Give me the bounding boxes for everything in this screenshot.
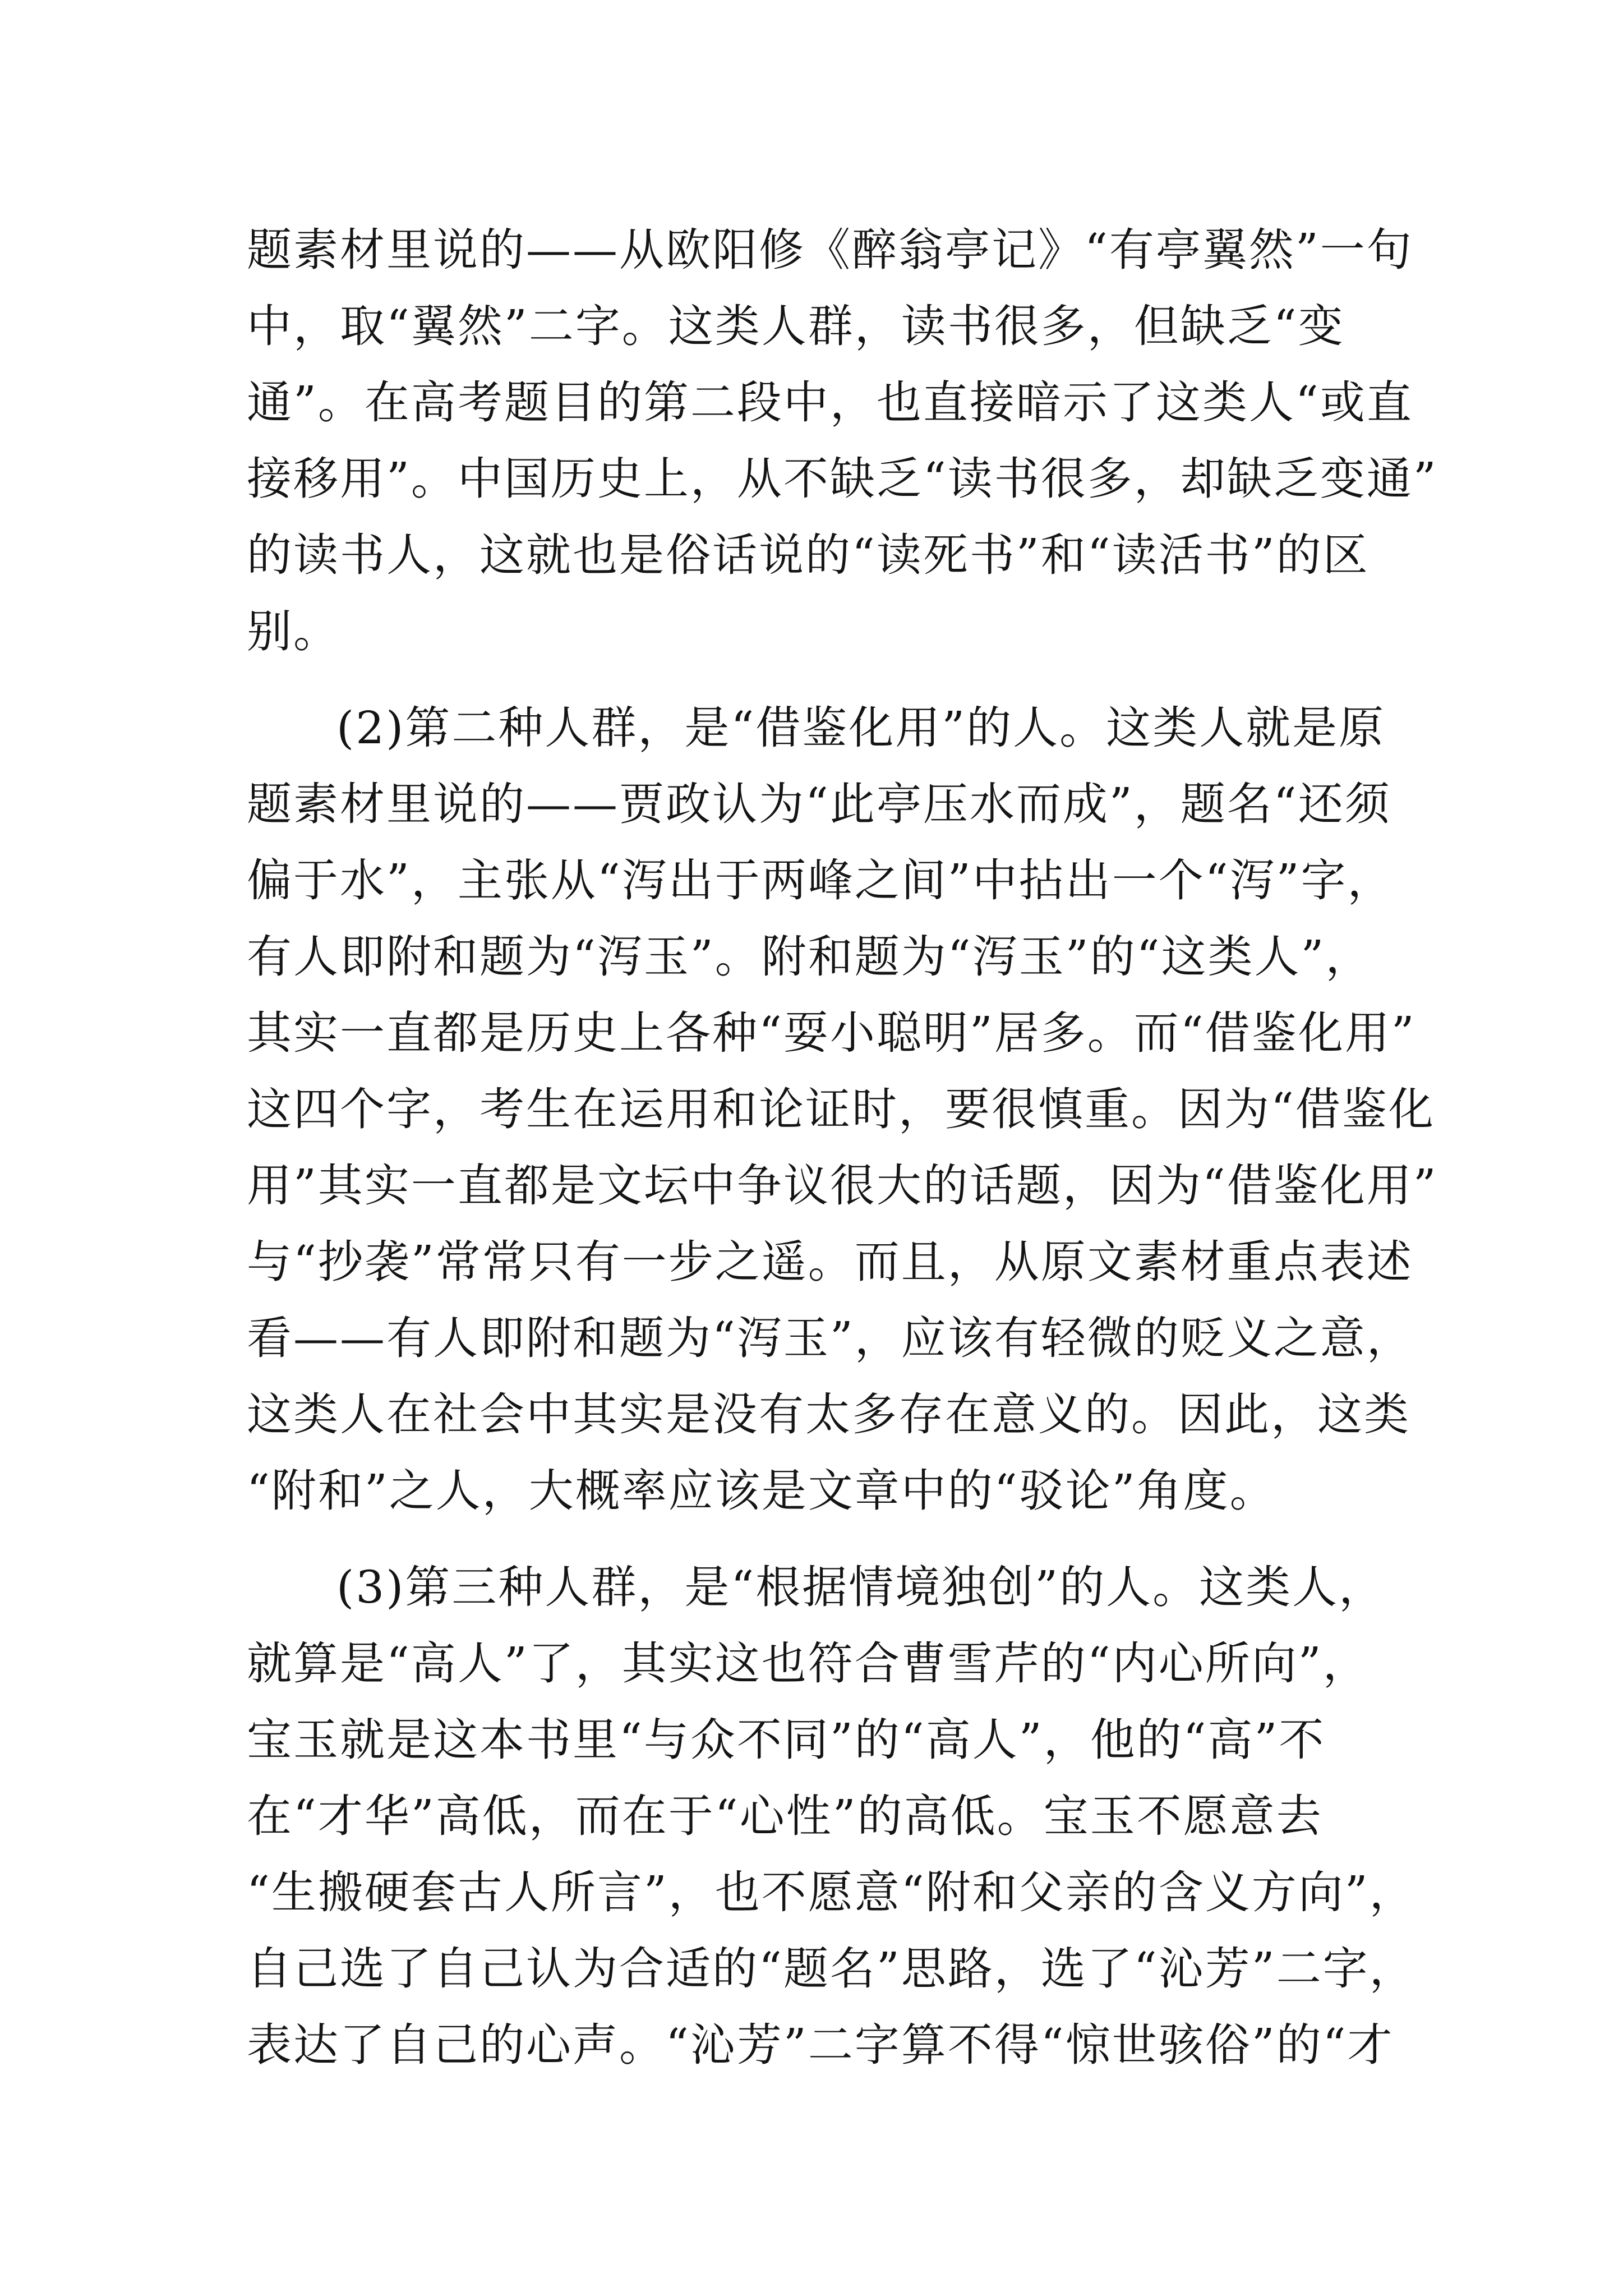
text-line: 看——有人即附和题为“泻玉”，应该有轻微的贬义之意， bbox=[247, 1312, 1413, 1364]
text-line: 其实一直都是历史上各种“耍小聪明”居多。而“借鉴化用” bbox=[247, 1007, 1416, 1059]
text-line: “生搬硬套古人所言”，也不愿意“附和父亲的含义方向”， bbox=[247, 1866, 1416, 1918]
paragraph-3-first-line: (3)第三种人群，是“根据情境独创”的人。这类人， bbox=[336, 1561, 1386, 1613]
text-line: 中，取“翼然”二字。这类人群，读书很多，但缺乏“变 bbox=[247, 300, 1345, 352]
text-line: 有人即附和题为“泻玉”。附和题为“泻玉”的“这类人”， bbox=[247, 931, 1372, 983]
text-line: 与“抄袭”常常只有一步之遥。而且，从原文素材重点表述 bbox=[247, 1236, 1413, 1288]
text-line: 这四个字，考生在运用和论证时，要很慎重。因为“借鉴化 bbox=[247, 1083, 1435, 1135]
text-line: 就算是“高人”了，其实这也符合曹雪芹的“内心所向”， bbox=[247, 1637, 1370, 1690]
text-line: 题素材里说的——贾政认为“此亭压水而成”，题名“还须 bbox=[247, 778, 1391, 830]
text-line: 在“才华”高低，而在于“心性”的高低。宝玉不愿意去 bbox=[247, 1790, 1323, 1842]
text-line: 的读书人，这就也是俗话说的“读死书”和“读活书”的区 bbox=[247, 529, 1370, 581]
text-line: “附和”之人，大概率应该是文章中的“驳论”角度。 bbox=[247, 1465, 1276, 1517]
text-line: 题素材里说的——从欧阳修《醉翁亭记》“有亭翼然”一句 bbox=[247, 224, 1413, 276]
text-line: 用”其实一直都是文坛中争议很大的话题，因为“借鉴化用” bbox=[247, 1159, 1438, 1212]
text-line: 表达了自己的心声。“沁芳”二字算不得“惊世骇俗”的“才 bbox=[247, 2019, 1394, 2071]
paragraph-2-first-line: (2)第二种人群，是“借鉴化用”的人。这类人就是原 bbox=[336, 702, 1386, 754]
text-line: 这类人在社会中其实是没有太多存在意义的。因此，这类 bbox=[247, 1388, 1410, 1441]
text-line: 接移用”。中国历史上，从不缺乏“读书很多，却缺乏变通” bbox=[247, 453, 1438, 505]
text-line: 通”。在高考题目的第二段中，也直接暗示了这类人“或直 bbox=[247, 376, 1413, 429]
text-line: 别。 bbox=[247, 605, 340, 657]
text-line: 宝玉就是这本书里“与众不同”的“高人”，他的“高”不 bbox=[247, 1714, 1326, 1766]
text-line: 自己选了自己认为合适的“题名”思路，选了“沁芳”二字， bbox=[247, 1943, 1416, 1995]
body-text bbox=[247, 212, 1438, 2083]
text-line: 偏于水”，主张从“泻出于两峰之间”中拈出一个“泻”字， bbox=[247, 854, 1394, 907]
